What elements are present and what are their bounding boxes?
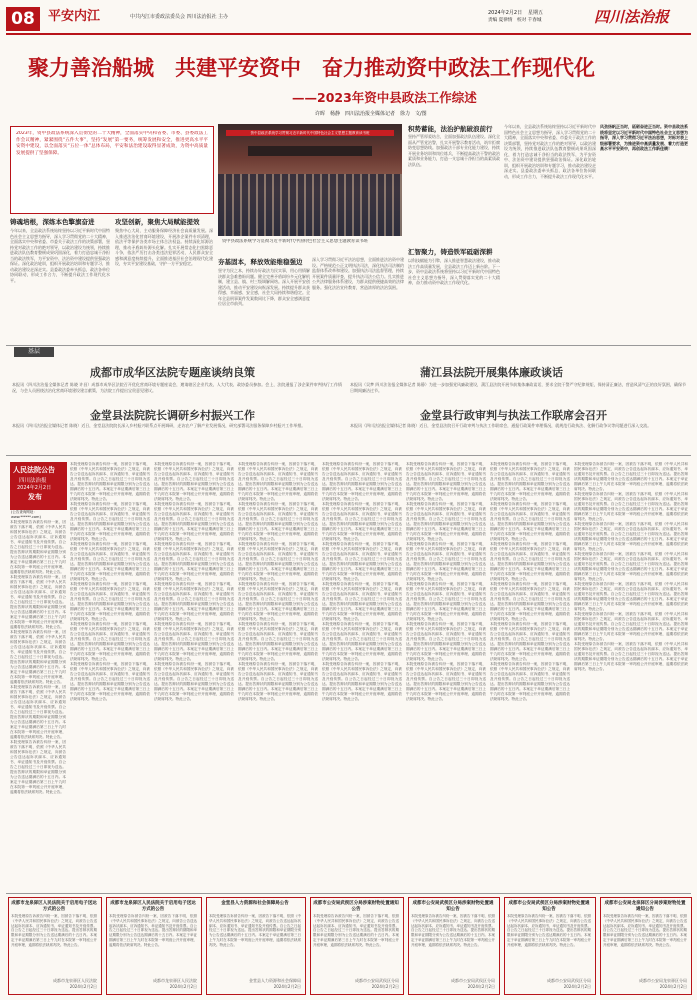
column-2: 聚焦中心大局，主动服务保障经济社会高质量发展。深入推进法治化营商环境建设，开展涉企案件专项清理，依法平等保护各类市场主体合法权益。持续深化诉源治理，推动矛盾纠纷源头化解。扎实开展常态化扫黑除恶斗争，依法严厉打击各类违法犯罪活动，人民群众安全感和满意度持续提升。全面推进基层社会治理现代化建设，夯实平安建设基础，守护一方平安稳定。 — [115, 228, 213, 266]
bottom-ad-1-text: 本院受理原告诉被告纠纷一案，因被告下落不明，依照《中华人民共和国民事诉讼法》之规定，向被告公告送达起诉状副本、应诉通知书、举证通知书及开庭传票。自公告之日起经过三十日即视为送达。提出答辩状的期限和举证期限分别为公告送达期满后的十五日内。本案定于举证期满后第三日上午九时在本院第一审判庭公开开庭审理，逾期将依法缺席判决。特此公告。 — [11, 914, 97, 947]
notice-column-4: 本院受理原告诉被告纠纷一案，因被告下落不明，依照《中华人民共和国民事诉讼法》之规定，向被告公告送达起诉状副本、应诉通知书、举证通知书及开庭传票。自公告之日起经过三十日即视为送达。提出答辩状的期限和举证期限分别为公告送达期满后的十五日内。本案定于举证期满后第三日上午九时在本院第一审判庭公开开庭审理，逾期将依法缺席判决。特此公告。 本院受理原告诉被告纠纷一案，因被告下落不明，依照《中华人民共和国民事诉讼法》之规定，向被告公告送达起诉状副本、应诉通知书、举证通知书及开庭传票。自公告之日起经过三十日即视为送达。提出答辩状的期限和举证期限分别为公告送达期满后的十五日内。本案定于举证期满后第三日上午九时在本院第一审判庭公开开庭审理，逾期将依法缺席判决。特此公告。 本院受理原告诉被告纠纷一案，因被告下落不明，依照《中华人民共和国民事诉讼法》之规定，向被告公告送达起诉状副本、应诉通知书、举证通知书及开庭传票。自公告之日起经过三十日即视为送达。提出答辩状的期限和举证期限分别为公告送达期满后的十五日内。本案定于举证期满后第三日上午九时在本院第一审判庭公开开庭审理，逾期将依法缺席判决。特此公告。 本院受理原告诉被告纠纷一案，因被告下落不明，依照《中华人民共和国民事诉讼法》之规定，向被告公告送达起诉状副本、应诉通知书、举证通知书及开庭传票。自公告之日起经过三十日即视为送达。提出答辩状的期限和举证期限分别为公告送达期满后的十五日内。本案定于举证期满后第三日上午九时在本院第一审判庭公开开庭审理，逾期将依法缺席判决。特此公告。 本院受理原告诉被告纠纷一案，因被告下落不明，依照《中华人民共和国民事诉讼法》之规定，向被告公告送达起诉状副本、应诉通知书、举证通知书及开庭传票。自公告之日起经过三十日即视为送达。提出答辩状的期限和举证期限分别为公告送达期满后的十五日内。本案定于举证期满后第三日上午九时在本院第一审判庭公开开庭审理，逾期将依法缺席判决。特此公告。 本院受理原告诉被告纠纷一案，因被告下落不明，依照《中华人民共和国民事诉讼法》之规定，向被告公告送达起诉状副本、应诉通知书、举证通知书及开庭传票。自公告之日起经过三十日即视为送达。提出答辩状的期限和举证期限分别为公告送达期满后的十五日内。本案定于举证期满后第三日上午九时在本院第一审判庭公开开庭审理，逾期将依法缺席判决。特此公告。 — [238, 462, 318, 701]
header-editors: 责编 夏律情 校对 千春城 — [488, 18, 542, 23]
bottom-ad-2-date: 2024年2月2日 — [169, 984, 197, 989]
sub-headline: ——2023年资中县政法工作综述 — [292, 90, 477, 105]
subhead-3: 夯基固本，释放效能维稳强边 — [218, 258, 303, 266]
article-3-text: 本报讯（四川法治报全媒体记者 陈晓）近日，金堂县法院院长深入乡村振兴联系点开展调研，走访农户了解产业发展情况，研究部署司法服务保障乡村振兴工作举措。 — [12, 423, 306, 428]
header-weekday: 星期五 — [528, 10, 544, 16]
article-2-text: 本报讯（吴梦 四川法治报全媒体记者 陈静）为进一步加强党风廉政建设，蒲江县法院开展节前集体廉政谈话，要求全院干警严守纪律规矩，保持清正廉洁，营造风清气正的良好氛围，确保节日期间廉洁过节。 — [350, 382, 686, 393]
bottom-ad-5-title: 成都市公安局武侯区分局涉案财物处置通知公告 — [412, 901, 494, 912]
photo-audience — [218, 174, 402, 236]
notice-column-5: 本院受理原告诉被告纠纷一案，因被告下落不明，依照《中华人民共和国民事诉讼法》之规定，向被告公告送达起诉状副本、应诉通知书、举证通知书及开庭传票。自公告之日起经过三十日即视为送达。提出答辩状的期限和举证期限分别为公告送达期满后的十五日内。本案定于举证期满后第三日上午九时在本院第一审判庭公开开庭审理，逾期将依法缺席判决。特此公告。 本院受理原告诉被告纠纷一案，因被告下落不明，依照《中华人民共和国民事诉讼法》之规定，向被告公告送达起诉状副本、应诉通知书、举证通知书及开庭传票。自公告之日起经过三十日即视为送达。提出答辩状的期限和举证期限分别为公告送达期满后的十五日内。本案定于举证期满后第三日上午九时在本院第一审判庭公开开庭审理，逾期将依法缺席判决。特此公告。 本院受理原告诉被告纠纷一案，因被告下落不明，依照《中华人民共和国民事诉讼法》之规定，向被告公告送达起诉状副本、应诉通知书、举证通知书及开庭传票。自公告之日起经过三十日即视为送达。提出答辩状的期限和举证期限分别为公告送达期满后的十五日内。本案定于举证期满后第三日上午九时在本院第一审判庭公开开庭审理，逾期将依法缺席判决。特此公告。 本院受理原告诉被告纠纷一案，因被告下落不明，依照《中华人民共和国民事诉讼法》之规定，向被告公告送达起诉状副本、应诉通知书、举证通知书及开庭传票。自公告之日起经过三十日即视为送达。提出答辩状的期限和举证期限分别为公告送达期满后的十五日内。本案定于举证期满后第三日上午九时在本院第一审判庭公开开庭审理，逾期将依法缺席判决。特此公告。 本院受理原告诉被告纠纷一案，因被告下落不明，依照《中华人民共和国民事诉讼法》之规定，向被告公告送达起诉状副本、应诉通知书、举证通知书及开庭传票。自公告之日起经过三十日即视为送达。提出答辩状的期限和举证期限分别为公告送达期满后的十五日内。本案定于举证期满后第三日上午九时在本院第一审判庭公开开庭审理，逾期将依法缺席判决。特此公告。 本院受理原告诉被告纠纷一案，因被告下落不明，依照《中华人民共和国民事诉讼法》之规定，向被告公告送达起诉状副本、应诉通知书、举证通知书及开庭传票。自公告之日起经过三十日即视为送达。提出答辩状的期限和举证期限分别为公告送达期满后的十五日内。本案定于举证期满后第三日上午九时在本院第一审判庭公开开庭审理，逾期将依法缺席判决。特此公告。 — [322, 462, 402, 701]
bottom-ad-7-date: 2024年2月2日 — [659, 984, 687, 989]
article-1-title: 成都市成华区法院专题座谈纳良策 — [90, 366, 255, 379]
subhead-2: 攻坚创新，聚焦大局赋能提效 — [115, 218, 200, 226]
header-date: 2024年2月2日 — [488, 10, 523, 16]
bottom-ad-6-text: 本院受理原告诉被告纠纷一案，因被告下落不明，依照《中华人民共和国民事诉讼法》之规定，向被告公告送达起诉状副本、应诉通知书、举证通知书及开庭传票。自公告之日起经过三十日即视为送达。提出答辩状的期限和举证期限分别为公告送达期满后的十五日内。本案定于举证期满后第三日上午九时在本院第一审判庭公开开庭审理，逾期将依法缺席判决。特此公告。 — [507, 914, 591, 947]
bottom-ad-2-title: 成都市龙泉驿区人民法院关于启用电子送达方式的公告 — [110, 901, 196, 912]
notice-board-title: 人民法院公告 — [13, 466, 55, 474]
bottom-ad-6-org: 成都市公安局武侯区分局 — [547, 978, 591, 983]
bottom-ad-6-date: 2024年2月2日 — [563, 984, 591, 989]
article-1-text: 本报讯（四川法治报全媒体记者 陈晓 许昌）成都市成华区法院召开优化营商环境专题座谈会，邀请辖区企业代表、人大代表、政协委员参加。会上，法院通报了涉企案件审判执行工作情况，与会人员围绕法治化营商环境建设建言献策，为法院工作提出宝贵意见建议。 — [12, 382, 342, 393]
notice-divider — [6, 455, 691, 456]
article-4-text: 本报讯（四川法治报全媒体记者 陈晓）近日，金堂县法院召开行政审判与执法工作联席会，通报行政案件审理情况，就规范行政执法、化解行政争议等问题进行深入交流。 — [350, 423, 652, 428]
column-4: 深入学习贯彻习近平法治思想，全面推进法治资中建设。严格规范公正文明执法司法，深化执法司法制约监督体系改革和建设。加强执法司法监督管理，持续开展案件质量评查，提升执法司法公信力。扎实推进公共法律服务体系建设，为群众提供便捷高效的法律服务。强化法治宣传教育，营造浓厚的法治氛围。 — [312, 257, 404, 290]
bottom-ad-3-org: 金堂县人力资源和社会保障局 — [249, 978, 301, 983]
subhead-4: 积势蓄能，法治护航破浪前行 — [408, 125, 493, 133]
subhead-5: 汇智聚力，铸造铁军砥砺深耕 — [408, 248, 493, 256]
closing-text: 风劲扬帆正当时，砥砺奋进正当时。资中县政法系统将坚定以习近平新时代中国特色社会主义思想为指导，深入学习贯彻习近平法治思想，对标对表上级部署要求，为推进资中高质量发展、着力打造更高水平平安资中，再创政法工作新佳绩！ — [600, 124, 688, 151]
bottom-ad-4-date: 2024年2月2日 — [371, 984, 399, 989]
bottom-ad-1-org: 成都市龙泉驿区人民法院 — [53, 978, 97, 983]
bottom-ad-4-org: 成都市公安局武侯区分局 — [355, 978, 399, 983]
column-5: 坚持严管厚爱结合，全面加强政法队伍建设。深化全面从严管党治警，扎实开展警示教育活动，筑牢拒腐防变思想防线。加强政法干部专业化能力建设，持续开展业务培训和岗位练兵，不断提高政法干警的政治素质和业务能力，打造一支忠诚干净担当的高素质政法队伍。 — [408, 134, 500, 167]
bottom-ad-1-title: 成都市龙泉驿区人民法院关于启用电子送达方式的公告 — [11, 901, 97, 912]
notice-column-2: 本院受理原告诉被告纠纷一案，因被告下落不明，依照《中华人民共和国民事诉讼法》之规定，向被告公告送达起诉状副本、应诉通知书、举证通知书及开庭传票。自公告之日起经过三十日即视为送达。提出答辩状的期限和举证期限分别为公告送达期满后的十五日内。本案定于举证期满后第三日上午九时在本院第一审判庭公开开庭审理，逾期将依法缺席判决。特此公告。 本院受理原告诉被告纠纷一案，因被告下落不明，依照《中华人民共和国民事诉讼法》之规定，向被告公告送达起诉状副本、应诉通知书、举证通知书及开庭传票。自公告之日起经过三十日即视为送达。提出答辩状的期限和举证期限分别为公告送达期满后的十五日内。本案定于举证期满后第三日上午九时在本院第一审判庭公开开庭审理，逾期将依法缺席判决。特此公告。 本院受理原告诉被告纠纷一案，因被告下落不明，依照《中华人民共和国民事诉讼法》之规定，向被告公告送达起诉状副本、应诉通知书、举证通知书及开庭传票。自公告之日起经过三十日即视为送达。提出答辩状的期限和举证期限分别为公告送达期满后的十五日内。本案定于举证期满后第三日上午九时在本院第一审判庭公开开庭审理，逾期将依法缺席判决。特此公告。 本院受理原告诉被告纠纷一案，因被告下落不明，依照《中华人民共和国民事诉讼法》之规定，向被告公告送达起诉状副本、应诉通知书、举证通知书及开庭传票。自公告之日起经过三十日即视为送达。提出答辩状的期限和举证期限分别为公告送达期满后的十五日内。本案定于举证期满后第三日上午九时在本院第一审判庭公开开庭审理，逾期将依法缺席判决。特此公告。 本院受理原告诉被告纠纷一案，因被告下落不明，依照《中华人民共和国民事诉讼法》之规定，向被告公告送达起诉状副本、应诉通知书、举证通知书及开庭传票。自公告之日起经过三十日即视为送达。提出答辩状的期限和举证期限分别为公告送达期满后的十五日内。本案定于举证期满后第三日上午九时在本院第一审判庭公开开庭审理，逾期将依法缺席判决。特此公告。 本院受理原告诉被告纠纷一案，因被告下落不明，依照《中华人民共和国民事诉讼法》之规定，向被告公告送达起诉状副本、应诉通知书、举证通知书及开庭传票。自公告之日起经过三十日即视为送达。提出答辩状的期限和举证期限分别为公告送达期满后的十五日内。本案定于举证期满后第三日上午九时在本院第一审判庭公开开庭审理，逾期将依法缺席判决。特此公告。 — [70, 462, 150, 701]
main-headline: 聚力善治船城 共建平安资中 奋力推动资中政法工作现代化 — [28, 56, 595, 80]
grassroots-label: 基层 — [14, 347, 54, 357]
notice-column-3: 本院受理原告诉被告纠纷一案，因被告下落不明，依照《中华人民共和国民事诉讼法》之规定，向被告公告送达起诉状副本、应诉通知书、举证通知书及开庭传票。自公告之日起经过三十日即视为送达。提出答辩状的期限和举证期限分别为公告送达期满后的十五日内。本案定于举证期满后第三日上午九时在本院第一审判庭公开开庭审理，逾期将依法缺席判决。特此公告。 本院受理原告诉被告纠纷一案，因被告下落不明，依照《中华人民共和国民事诉讼法》之规定，向被告公告送达起诉状副本、应诉通知书、举证通知书及开庭传票。自公告之日起经过三十日即视为送达。提出答辩状的期限和举证期限分别为公告送达期满后的十五日内。本案定于举证期满后第三日上午九时在本院第一审判庭公开开庭审理，逾期将依法缺席判决。特此公告。 本院受理原告诉被告纠纷一案，因被告下落不明，依照《中华人民共和国民事诉讼法》之规定，向被告公告送达起诉状副本、应诉通知书、举证通知书及开庭传票。自公告之日起经过三十日即视为送达。提出答辩状的期限和举证期限分别为公告送达期满后的十五日内。本案定于举证期满后第三日上午九时在本院第一审判庭公开开庭审理，逾期将依法缺席判决。特此公告。 本院受理原告诉被告纠纷一案，因被告下落不明，依照《中华人民共和国民事诉讼法》之规定，向被告公告送达起诉状副本、应诉通知书、举证通知书及开庭传票。自公告之日起经过三十日即视为送达。提出答辩状的期限和举证期限分别为公告送达期满后的十五日内。本案定于举证期满后第三日上午九时在本院第一审判庭公开开庭审理，逾期将依法缺席判决。特此公告。 本院受理原告诉被告纠纷一案，因被告下落不明，依照《中华人民共和国民事诉讼法》之规定，向被告公告送达起诉状副本、应诉通知书、举证通知书及开庭传票。自公告之日起经过三十日即视为送达。提出答辩状的期限和举证期限分别为公告送达期满后的十五日内。本案定于举证期满后第三日上午九时在本院第一审判庭公开开庭审理，逾期将依法缺席判决。特此公告。 本院受理原告诉被告纠纷一案，因被告下落不明，依照《中华人民共和国民事诉讼法》之规定，向被告公告送达起诉状副本、应诉通知书、举证通知书及开庭传票。自公告之日起经过三十日即视为送达。提出答辩状的期限和举证期限分别为公告送达期满后的十五日内。本案定于举证期满后第三日上午九时在本院第一审判庭公开开庭审理，逾期将依法缺席判决。特此公告。 — [154, 462, 234, 701]
bottom-ad-4-text: 本院受理原告诉被告纠纷一案，因被告下落不明，依照《中华人民共和国民事诉讼法》之规定，向被告公告送达起诉状副本、应诉通知书、举证通知书及开庭传票。自公告之日起经过三十日即视为送达。提出答辩状的期限和举证期限分别为公告送达期满后的十五日内。本案定于举证期满后第三日上午九时在本院第一审判庭公开开庭审理，逾期将依法缺席判决。特此公告。 — [313, 914, 399, 947]
article-4-title: 金堂县行政审判与执法工作联席会召开 — [420, 409, 607, 422]
bottom-ad-1-date: 2024年2月2日 — [69, 984, 97, 989]
ads-divider — [6, 893, 691, 894]
notice-column-6: 本院受理原告诉被告纠纷一案，因被告下落不明，依照《中华人民共和国民事诉讼法》之规定，向被告公告送达起诉状副本、应诉通知书、举证通知书及开庭传票。自公告之日起经过三十日即视为送达。提出答辩状的期限和举证期限分别为公告送达期满后的十五日内。本案定于举证期满后第三日上午九时在本院第一审判庭公开开庭审理，逾期将依法缺席判决。特此公告。 本院受理原告诉被告纠纷一案，因被告下落不明，依照《中华人民共和国民事诉讼法》之规定，向被告公告送达起诉状副本、应诉通知书、举证通知书及开庭传票。自公告之日起经过三十日即视为送达。提出答辩状的期限和举证期限分别为公告送达期满后的十五日内。本案定于举证期满后第三日上午九时在本院第一审判庭公开开庭审理，逾期将依法缺席判决。特此公告。 本院受理原告诉被告纠纷一案，因被告下落不明，依照《中华人民共和国民事诉讼法》之规定，向被告公告送达起诉状副本、应诉通知书、举证通知书及开庭传票。自公告之日起经过三十日即视为送达。提出答辩状的期限和举证期限分别为公告送达期满后的十五日内。本案定于举证期满后第三日上午九时在本院第一审判庭公开开庭审理，逾期将依法缺席判决。特此公告。 本院受理原告诉被告纠纷一案，因被告下落不明，依照《中华人民共和国民事诉讼法》之规定，向被告公告送达起诉状副本、应诉通知书、举证通知书及开庭传票。自公告之日起经过三十日即视为送达。提出答辩状的期限和举证期限分别为公告送达期满后的十五日内。本案定于举证期满后第三日上午九时在本院第一审判庭公开开庭审理，逾期将依法缺席判决。特此公告。 本院受理原告诉被告纠纷一案，因被告下落不明，依照《中华人民共和国民事诉讼法》之规定，向被告公告送达起诉状副本、应诉通知书、举证通知书及开庭传票。自公告之日起经过三十日即视为送达。提出答辩状的期限和举证期限分别为公告送达期满后的十五日内。本案定于举证期满后第三日上午九时在本院第一审判庭公开开庭审理，逾期将依法缺席判决。特此公告。 本院受理原告诉被告纠纷一案，因被告下落不明，依照《中华人民共和国民事诉讼法》之规定，向被告公告送达起诉状副本、应诉通知书、举证通知书及开庭传票。自公告之日起经过三十日即视为送达。提出答辩状的期限和举证期限分别为公告送达期满后的十五日内。本案定于举证期满后第三日上午九时在本院第一审判庭公开开庭审理，逾期将依法缺席判决。特此公告。 — [406, 462, 486, 701]
bottom-ad-7-title: 成都市公安局龙泉驿区分局涉案财物处置通知公告 — [604, 901, 686, 912]
notice-column-1: 本院受理原告诉被告纠纷一案，因被告下落不明，依照《中华人民共和国民事诉讼法》之规定，向被告公告送达起诉状副本、应诉通知书、举证通知书及开庭传票。自公告之日起经过三十日即视为送达。提出答辩状的期限和举证期限分别为公告送达期满后的十五日内。本案定于举证期满后第三日上午九时在本院第一审判庭公开开庭审理，逾期将依法缺席判决。特此公告。 本院受理原告诉被告纠纷一案，因被告下落不明，依照《中华人民共和国民事诉讼法》之规定，向被告公告送达起诉状副本、应诉通知书、举证通知书及开庭传票。自公告之日起经过三十日即视为送达。提出答辩状的期限和举证期限分别为公告送达期满后的十五日内。本案定于举证期满后第三日上午九时在本院第一审判庭公开开庭审理，逾期将依法缺席判决。特此公告。 本院受理原告诉被告纠纷一案，因被告下落不明，依照《中华人民共和国民事诉讼法》之规定，向被告公告送达起诉状副本、应诉通知书、举证通知书及开庭传票。自公告之日起经过三十日即视为送达。提出答辩状的期限和举证期限分别为公告送达期满后的十五日内。本案定于举证期满后第三日上午九时在本院第一审判庭公开开庭审理，逾期将依法缺席判决。特此公告。 本院受理原告诉被告纠纷一案，因被告下落不明，依照《中华人民共和国民事诉讼法》之规定，向被告公告送达起诉状副本、应诉通知书、举证通知书及开庭传票。自公告之日起经过三十日即视为送达。提出答辩状的期限和举证期限分别为公告送达期满后的十五日内。本案定于举证期满后第三日上午九时在本院第一审判庭公开开庭审理，逾期将依法缺席判决。特此公告。 本院受理原告诉被告纠纷一案，因被告下落不明，依照《中华人民共和国民事诉讼法》之规定，向被告公告送达起诉状副本、应诉通知书、举证通知书及开庭传票。自公告之日起经过三十日即视为送达。提出答辩状的期限和举证期限分别为公告送达期满后的十五日内。本案定于举证期满后第三日上午九时在本院第一审判庭公开开庭审理，逾期将依法缺席判决。特此公告。 — [10, 520, 66, 794]
bottom-ad-5-org: 成都市公安局武侯区分局 — [451, 978, 495, 983]
bottom-ad-3-date: 2024年2月2日 — [273, 984, 301, 989]
section-title: 平安内江 — [48, 9, 101, 24]
column-3: 坚守为民之本，持续办好政法为民实事，用心用情解决群众急难愁盼问题。健全完善矛盾纠纷多元化解机制，建立县、镇、村三级调解网络。深入开展平安创建活动，推动平安建设向纵深发展。持续提升群众获得感、幸福感、安全感，社会大局持续和谐稳定。全年全县刑事案件发案数同比下降，群众安全感满意度位居全市前列。 — [218, 268, 310, 306]
article-3-title: 金堂县法院院长调研乡村振兴工作 — [90, 409, 255, 422]
notice-board-label: 发布 — [28, 493, 42, 501]
bottom-ad-6-title: 成都市公安局武侯区分局涉案财物处置通知公告 — [508, 901, 590, 912]
notice-column-8: 本院受理原告诉被告纠纷一案，因被告下落不明，依照《中华人民共和国民事诉讼法》之规定，向被告公告送达起诉状副本、应诉通知书、举证通知书及开庭传票。自公告之日起经过三十日即视为送达。提出答辩状的期限和举证期限分别为公告送达期满后的十五日内。本案定于举证期满后第三日上午九时在本院第一审判庭公开开庭审理，逾期将依法缺席判决。特此公告。 本院受理原告诉被告纠纷一案，因被告下落不明，依照《中华人民共和国民事诉讼法》之规定，向被告公告送达起诉状副本、应诉通知书、举证通知书及开庭传票。自公告之日起经过三十日即视为送达。提出答辩状的期限和举证期限分别为公告送达期满后的十五日内。本案定于举证期满后第三日上午九时在本院第一审判庭公开开庭审理，逾期将依法缺席判决。特此公告。 本院受理原告诉被告纠纷一案，因被告下落不明，依照《中华人民共和国民事诉讼法》之规定，向被告公告送达起诉状副本、应诉通知书、举证通知书及开庭传票。自公告之日起经过三十日即视为送达。提出答辩状的期限和举证期限分别为公告送达期满后的十五日内。本案定于举证期满后第三日上午九时在本院第一审判庭公开开庭审理，逾期将依法缺席判决。特此公告。 本院受理原告诉被告纠纷一案，因被告下落不明，依照《中华人民共和国民事诉讼法》之规定，向被告公告送达起诉状副本、应诉通知书、举证通知书及开庭传票。自公告之日起经过三十日即视为送达。提出答辩状的期限和举证期限分别为公告送达期满后的十五日内。本案定于举证期满后第三日上午九时在本院第一审判庭公开开庭审理，逾期将依法缺席判决。特此公告。 本院受理原告诉被告纠纷一案，因被告下落不明，依照《中华人民共和国民事诉讼法》之规定，向被告公告送达起诉状副本、应诉通知书、举证通知书及开庭传票。自公告之日起经过三十日即视为送达。提出答辩状的期限和举证期限分别为公告送达期满后的十五日内。本案定于举证期满后第三日上午九时在本院第一审判庭公开开庭审理，逾期将依法缺席判决。特此公告。 本院受理原告诉被告纠纷一案，因被告下落不明，依照《中华人民共和国民事诉讼法》之规定，向被告公告送达起诉状副本、应诉通知书、举证通知书及开庭传票。自公告之日起经过三十日即视为送达。提出答辩状的期限和举证期限分别为公告送达期满后的十五日内。本案定于举证期满后第三日上午九时在本院第一审判庭公开开庭审理，逾期将依法缺席判决。特此公告。 本院受理原告诉被告纠纷一案，因被告下落不明，依照《中华人民共和国民事诉讼法》之规定，向被告公告送达起诉状副本、应诉通知书、举证通知书及开庭传票。自公告之日起经过三十日即视为送达。提出答辩状的期限和举证期限分别为公告送达期满后的十五日内。本案定于举证期满后第三日上午九时在本院第一审判庭公开开庭审理，逾期将依法缺席判决。特此公告。 — [574, 462, 688, 671]
photo-caption: 资中县政法系统学习贯彻习近平新时代中国特色社会主义思想主题教育读书班 — [222, 239, 369, 244]
byline: 许晖 杨静 四川法治报全媒体记者 徐力 文/图 — [315, 111, 427, 117]
bottom-ad-4-title: 成都市公安局武侯区分局涉案财物处置通知公告 — [313, 901, 399, 912]
bottom-ad-5-text: 本院受理原告诉被告纠纷一案，因被告下落不明，依照《中华人民共和国民事诉讼法》之规定，向被告公告送达起诉状副本、应诉通知书、举证通知书及开庭传票。自公告之日起经过三十日即视为送达。提出答辩状的期限和举证期限分别为公告送达期满后的十五日内。本案定于举证期满后第三日上午九时在本院第一审判庭公开开庭审理，逾期将依法缺席判决。特此公告。 — [411, 914, 495, 947]
bottom-ad-2-text: 本院受理原告诉被告纠纷一案，因被告下落不明，依照《中华人民共和国民事诉讼法》之规定，向被告公告送达起诉状副本、应诉通知书、举证通知书及开庭传票。自公告之日起经过三十日即视为送达。提出答辩状的期限和举证期限分别为公告送达期满后的十五日内。本案定于举证期满后第三日上午九时在本院第一审判庭公开开庭审理，逾期将依法缺席判决。特此公告。 — [109, 914, 197, 947]
notice-board-sub: 四川法治报 — [19, 478, 47, 484]
bottom-ad-5-date: 2024年2月2日 — [467, 984, 495, 989]
bottom-ad-3-text: 本院受理原告诉被告纠纷一案，因被告下落不明，依照《中华人民共和国民事诉讼法》之规定，向被告公告送达起诉状副本、应诉通知书、举证通知书及开庭传票。自公告之日起经过三十日即视为送达。提出答辩状的期限和举证期限分别为公告送达期满后的十五日内。本案定于举证期满后第三日上午九时在本院第一审判庭公开开庭审理，逾期将依法缺席判决。特此公告。 — [209, 914, 301, 947]
bottom-ad-7-org: 成都市公安局龙泉驿区分局 — [639, 978, 687, 983]
column-1: 今年以来，全县政法系统始终坚持以习近平新时代中国特色社会主义思想为指导，深入学习贯彻党的二十大精神，全面落实中央和省委、市委关于政法工作的决策部署，坚持党对政法工作的绝对领导，以政治建设为统领，持续推进政法队伍教育整顿成果巩固深化，着力打造忠诚干净担当的政法铁军，为平安资中、法治资中建设提供坚强政治保证。深化政治轮训，组织开展政治培训和专题学习，推动政治建设走深走实。县委政法委牵头抓总，政法各单位协同联动，形成工作合力，不断提升政法工作现代化水平。 — [10, 228, 110, 283]
bottom-ad-7-text: 本院受理原告诉被告纠纷一案，因被告下落不明，依照《中华人民共和国民事诉讼法》之规定，向被告公告送达起诉状副本、应诉通知书、举证通知书及开庭传票。自公告之日起经过三十日即视为送达。提出答辩状的期限和举证期限分别为公告送达期满后的十五日内。本案定于举证期满后第三日上午九时在本院第一审判庭公开开庭审理，逾期将依法缺席判决。特此公告。 — [603, 914, 687, 947]
page-number: 08 — [6, 7, 40, 31]
header-editor-line: 中共内江市委政法委员会 四川法治报社 主办 — [130, 14, 229, 20]
notice-board-note: (公告查询网址：www.******.com) — [11, 510, 41, 519]
notice-board-date: 2024年2月2日 — [17, 485, 52, 491]
lead-text: 2023年，资中县政法系统深入贯彻党的二十大精神，全面落实中央和省委、市委、县委政法工作会议精神，紧紧围绕“五件大事”，坚持“发展”第一要务，统筹发展和安全，推进更高水平平安资中建设，以全面落实“五位一体”总体布局，平安和法治建设取得显著成效，为资中高质量发展提供了坚强保障。 — [16, 131, 208, 156]
conference-photo — [218, 124, 402, 236]
column-6: 以科技赋能为引擎，深入推进智慧政法建设，推动政法工作高质量发展，全县政法工作迈上新台阶。下一步，资中县政法系统将坚持以习近平新时代中国特色社会主义思想为指导，深入贯彻落实党的二十大精神，奋力推动资中政法工作现代化。 — [408, 258, 500, 285]
column-7: 今年以来，全县政法系统始终坚持以习近平新时代中国特色社会主义思想为指导，深入学习贯彻党的二十大精神，全面落实中央和省委、市委关于政法工作的决策部署，坚持党对政法工作的绝对领导，以政治建设为统领，持续推进政法队伍教育整顿成果巩固深化，着力打造忠诚干净担当的政法铁军，为平安资中、法治资中建设提供坚强政治保证。深化政治轮训，组织开展政治培训和专题学习，推动政治建设走深走实。县委政法委牵头抓总，政法各单位协同联动，形成工作合力，不断提升政法工作现代化水平。 — [504, 124, 596, 179]
subhead-1: 铸魂培根，深练本色擎旗奋进 — [10, 218, 95, 226]
header-rule — [6, 33, 691, 35]
article-2-title: 蒲江县法院开展集体廉政谈话 — [420, 366, 563, 379]
section-divider — [6, 345, 691, 346]
photo-banner: 资中县政法系统学习贯彻习近平新时代中国特色社会主义思想主题教育读书班 — [226, 130, 394, 136]
bottom-ad-2-org: 成都市龙泉驿区人民法院 — [153, 978, 197, 983]
photo-stage — [248, 146, 372, 156]
newspaper-logo: 四川法治报 — [594, 8, 670, 26]
notice-column-7: 本院受理原告诉被告纠纷一案，因被告下落不明，依照《中华人民共和国民事诉讼法》之规定，向被告公告送达起诉状副本、应诉通知书、举证通知书及开庭传票。自公告之日起经过三十日即视为送达。提出答辩状的期限和举证期限分别为公告送达期满后的十五日内。本案定于举证期满后第三日上午九时在本院第一审判庭公开开庭审理，逾期将依法缺席判决。特此公告。 本院受理原告诉被告纠纷一案，因被告下落不明，依照《中华人民共和国民事诉讼法》之规定，向被告公告送达起诉状副本、应诉通知书、举证通知书及开庭传票。自公告之日起经过三十日即视为送达。提出答辩状的期限和举证期限分别为公告送达期满后的十五日内。本案定于举证期满后第三日上午九时在本院第一审判庭公开开庭审理，逾期将依法缺席判决。特此公告。 本院受理原告诉被告纠纷一案，因被告下落不明，依照《中华人民共和国民事诉讼法》之规定，向被告公告送达起诉状副本、应诉通知书、举证通知书及开庭传票。自公告之日起经过三十日即视为送达。提出答辩状的期限和举证期限分别为公告送达期满后的十五日内。本案定于举证期满后第三日上午九时在本院第一审判庭公开开庭审理，逾期将依法缺席判决。特此公告。 本院受理原告诉被告纠纷一案，因被告下落不明，依照《中华人民共和国民事诉讼法》之规定，向被告公告送达起诉状副本、应诉通知书、举证通知书及开庭传票。自公告之日起经过三十日即视为送达。提出答辩状的期限和举证期限分别为公告送达期满后的十五日内。本案定于举证期满后第三日上午九时在本院第一审判庭公开开庭审理，逾期将依法缺席判决。特此公告。 本院受理原告诉被告纠纷一案，因被告下落不明，依照《中华人民共和国民事诉讼法》之规定，向被告公告送达起诉状副本、应诉通知书、举证通知书及开庭传票。自公告之日起经过三十日即视为送达。提出答辩状的期限和举证期限分别为公告送达期满后的十五日内。本案定于举证期满后第三日上午九时在本院第一审判庭公开开庭审理，逾期将依法缺席判决。特此公告。 本院受理原告诉被告纠纷一案，因被告下落不明，依照《中华人民共和国民事诉讼法》之规定，向被告公告送达起诉状副本、应诉通知书、举证通知书及开庭传票。自公告之日起经过三十日即视为送达。提出答辩状的期限和举证期限分别为公告送达期满后的十五日内。本案定于举证期满后第三日上午九时在本院第一审判庭公开开庭审理，逾期将依法缺席判决。特此公告。 — [490, 462, 570, 701]
bottom-ad-3-title: 金堂县人力资源和社会保障局公告 — [221, 901, 289, 906]
